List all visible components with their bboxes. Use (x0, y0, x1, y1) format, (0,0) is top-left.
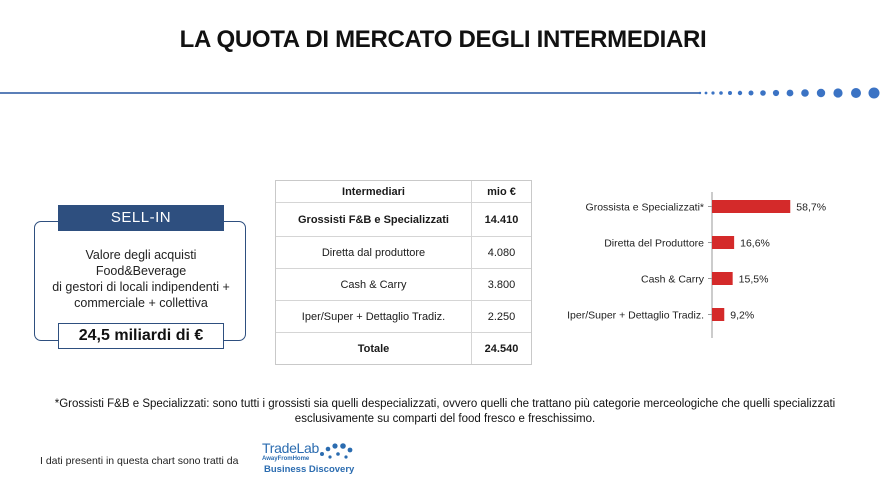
sellin-header: SELL-IN (58, 205, 224, 231)
table-header-row (276, 181, 531, 203)
header-dots-decoration (696, 86, 886, 100)
table-row (276, 203, 531, 237)
chart-value-label: 9,2% (730, 309, 755, 322)
sellin-description (38, 247, 244, 311)
chart-bar (712, 236, 734, 249)
table-cell-label: Grossisti F&B e Specializzati (276, 203, 472, 236)
market-share-bar-chart (540, 190, 886, 340)
table-header-value: mio € (487, 185, 516, 198)
sellin-desc-line: Food&Beverage (95, 264, 187, 278)
table-total-row (276, 333, 531, 364)
chart-category-label: Iper/Super + Dettaglio Tradiz. (567, 309, 704, 322)
logo-tagline: Business Discovery (264, 464, 355, 475)
sellin-desc-line: commerciale + collettiva (74, 296, 208, 310)
logo-dots-icon (318, 442, 354, 464)
table-row (276, 301, 531, 333)
chart-category-label: Diretta del Produttore (604, 237, 704, 250)
table-cell-label: Diretta dal produttore (276, 237, 472, 268)
table-cell-value: 2.250 (487, 310, 516, 323)
chart-value-label: 16,6% (740, 237, 770, 250)
table-cell-value: 14.410 (484, 213, 519, 226)
chart-bar (712, 200, 790, 213)
sellin-total: 24,5 miliardi di € (58, 323, 224, 349)
tradelab-logo (262, 440, 358, 476)
table-cell-value: 4.080 (487, 246, 516, 259)
logo-wordmark: TradeLab (262, 440, 320, 456)
header-rule (0, 92, 700, 94)
footnote (40, 397, 850, 427)
chart-bar (712, 272, 733, 285)
chart-category-label: Cash & Carry (640, 273, 704, 286)
table-cell-value: 24.540 (484, 342, 519, 355)
table-cell-label: Cash & Carry (276, 269, 472, 300)
footnote-term: *Grossisti F&B e Specializzati (54, 398, 207, 410)
intermediari-table (275, 180, 532, 365)
table-row (276, 237, 531, 269)
footnote-text: : sono tutti i grossisti sia quelli despecializzati, ovvero quelli che trattano più categorie merceologiche che quelli specializzati esclusivamente su comparti del food fresco e freschissimo. (206, 398, 836, 425)
table-cell-value: 3.800 (487, 278, 516, 291)
chart-value-label: 58,7% (796, 201, 827, 214)
table-header-intermediari: Intermediari (276, 181, 472, 202)
chart-value-label: 15,5% (738, 273, 769, 286)
page-title: LA QUOTA DI MERCATO DEGLI INTERMEDIARI (179, 26, 707, 53)
table-row (276, 269, 531, 301)
source-text: I dati presenti in questa chart sono tratti da (40, 455, 239, 467)
logo-subtitle: AwayFromHome (262, 456, 310, 462)
table-cell-label: Iper/Super + Dettaglio Tradiz. (276, 301, 472, 332)
table-cell-label: Totale (276, 333, 472, 364)
sellin-desc-line: di gestori di locali indipendenti + (52, 280, 230, 294)
sellin-desc-line: Valore degli acquisti (85, 248, 197, 262)
chart-category-label: Grossista e Specializzati* (585, 201, 704, 214)
chart-bar (712, 308, 724, 321)
